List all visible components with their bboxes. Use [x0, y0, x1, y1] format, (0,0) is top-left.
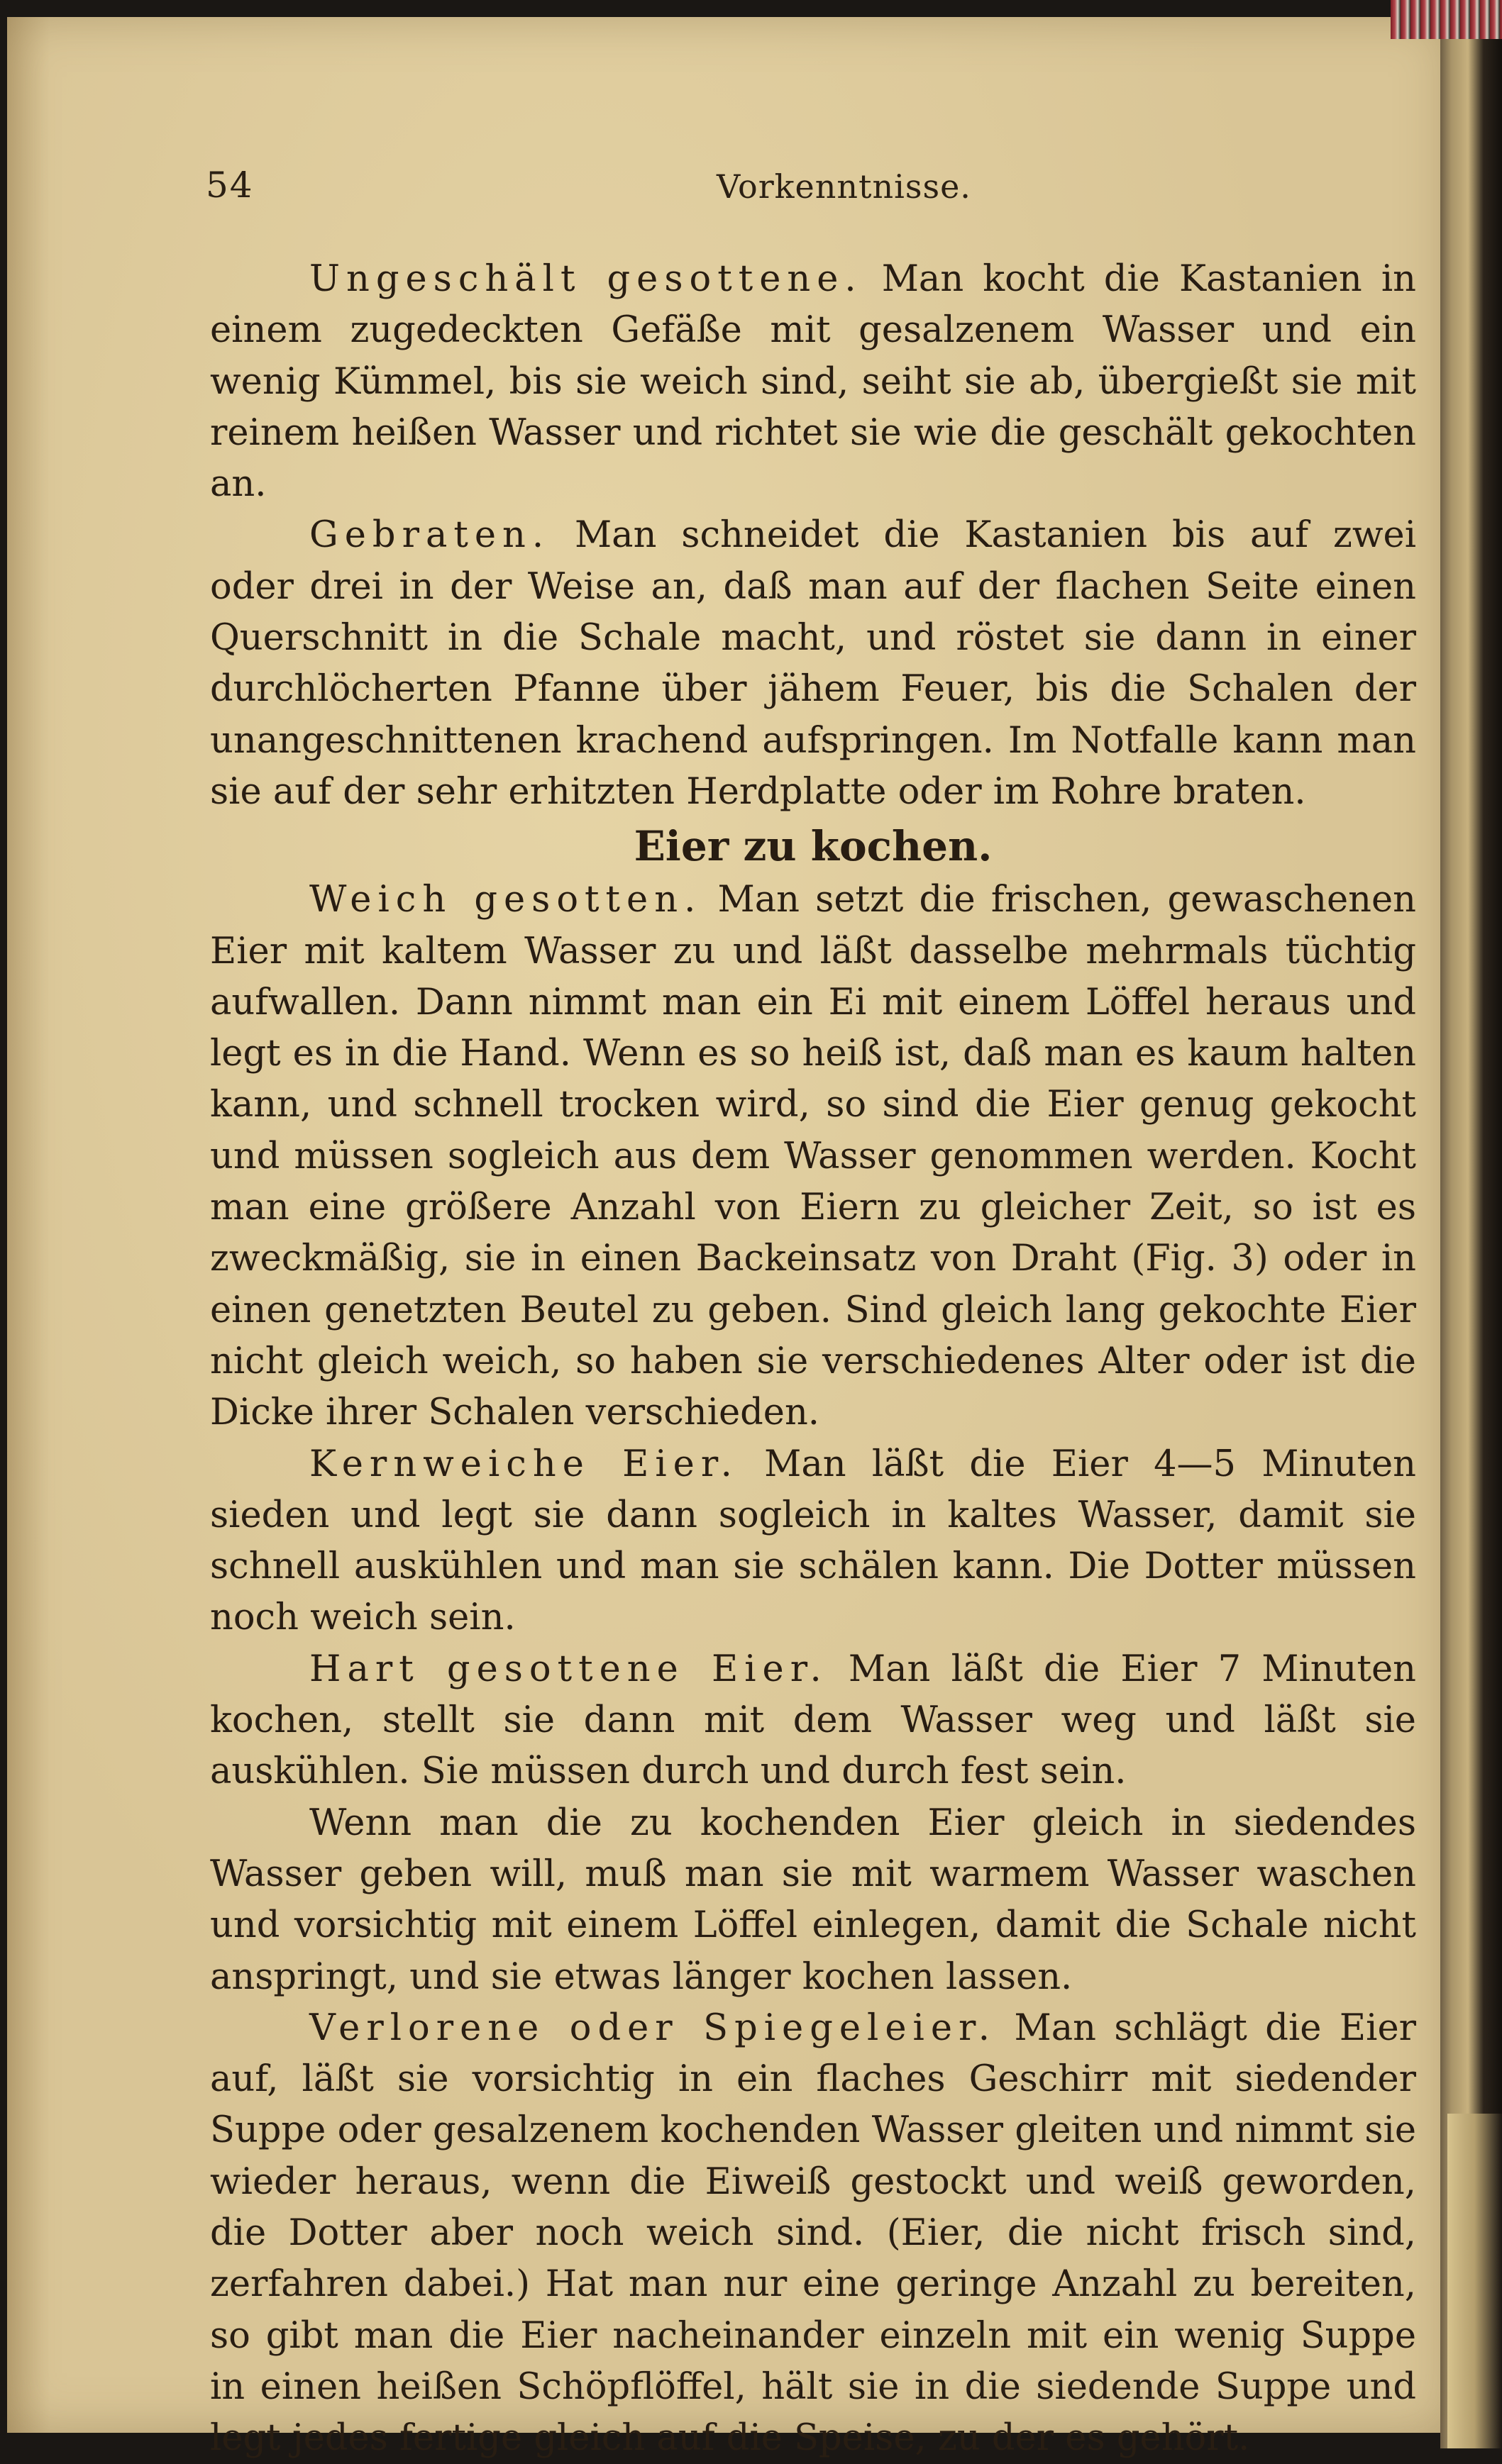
book-spine: [1447, 2114, 1502, 2448]
paragraph-text: Man läßt die Eier 4—5 Minuten sieden und legt sie dann sogleich in kaltes Wasser, damit sie schnell auskühlen und man sie schälen kann. Die Dotter müssen noch weich sein.: [210, 1443, 1416, 1639]
paragraph: [210, 254, 1416, 510]
paragraph-text: Man kocht die Kastanien in einem zugedeckten Gefäße mit gesalzenem Wasser und ein wenig Kümmel, bis sie weich sind, seiht sie ab, übergießt sie mit reinem heißen Wasser und richtet sie wie die geschält gekochten an.: [210, 258, 1417, 506]
paragraph: [210, 875, 1416, 1438]
paragraph-text: Wenn man die zu kochenden Eier gleich in siedendes Wasser geben will, muß man sie mit warmem Wasser waschen und vorsichtig mit einem Löffel einlegen, damit die Schale nicht anspringt, und sie etwas länger kochen lassen.: [210, 1802, 1416, 1998]
paragraph-text: Man setzt die frischen, gewaschenen Eier mit kaltem Wasser zu und läßt dasselbe mehrmals tüchtig aufwallen. Dann nimmt man ein Ei mit einem Löffel heraus und legt es in die Hand. Wenn es so heiß ist, daß man es kaum halten kann, und schnell trocken wird, so sind die Eier genug gekocht und müssen sogleich aus dem Wasser genommen werden. Kocht man eine größere Anzahl von Eiern zu gleicher Zeit, so ist es zweckmäßig, sie in einen Backeinsatz von Draht (Fig. 3) oder in einen genetzten Beutel zu geben. Sind gleich lang gekochte Eier nicht gleich weich, so haben sie verschiedenes Alter oder ist die Dicke ihrer Schalen verschieden.: [210, 879, 1417, 1434]
paragraph-term: Weich gesotten.: [309, 879, 702, 921]
paragraph-term: Gebraten.: [309, 514, 551, 557]
paragraph-text: Man schneidet die Kastanien bis auf zwei oder drei in der Weise an, daß man auf der flachen Seite einen Querschnitt in die Schale macht, und röstet sie dann in einer durchlöcherten Pfanne über jähem Feuer, bis die Schalen der unangeschnittenen krachend aufspringen. Im Notfalle kann man sie auf der sehr erhitzten Herdplatte oder im Rohre braten.: [210, 514, 1416, 813]
paragraph-term: Ungeschält gesottene.: [309, 258, 863, 300]
bookmark-ribbon: [1391, 0, 1502, 39]
paragraph: [210, 2003, 1416, 2464]
paragraph-term: Kernweiche Eier.: [309, 1443, 739, 1485]
paragraph: [210, 1439, 1416, 1644]
book-gutter: [1440, 0, 1502, 2448]
section-heading: Eier zu kochen.: [634, 822, 993, 871]
paragraph: [210, 1798, 1416, 2003]
running-title: Vorkenntnisse.: [717, 167, 971, 206]
page-number: 54: [206, 165, 254, 206]
paragraph-text: Man schlägt die Eier auf, läßt sie vorsichtig in ein flaches Geschirr mit siedender Suppe oder gesalzenem kochenden Wasser gleiten und nimmt sie wieder heraus, wenn die Eiweiß gestockt und weiß geworden, die Dotter aber noch weich sind. (Eier, die nicht frisch sind, zerfahren dabei.) Hat man nur eine geringe Anzahl zu bereiten, so gibt man die Eier nacheinander einzeln mit ein wenig Suppe in einen heißen Schöpflöffel, hält sie in die siedende Suppe und legt jedes fertige gleich auf die Speise, zu der es gehört.: [210, 2007, 1417, 2460]
paragraph: [210, 510, 1416, 818]
page-body: [210, 254, 1416, 2464]
paragraph: [210, 1644, 1416, 1798]
paragraph-text: Man läßt die Eier 7 Minuten kochen, stellt sie dann mit dem Wasser weg und läßt sie auskühlen. Sie müssen durch und durch fest sein.: [210, 1648, 1416, 1793]
paragraph-term: Hart gesottene Eier.: [309, 1648, 828, 1690]
paragraph-term: Verlorene oder Spiegeleier.: [309, 2007, 997, 2049]
